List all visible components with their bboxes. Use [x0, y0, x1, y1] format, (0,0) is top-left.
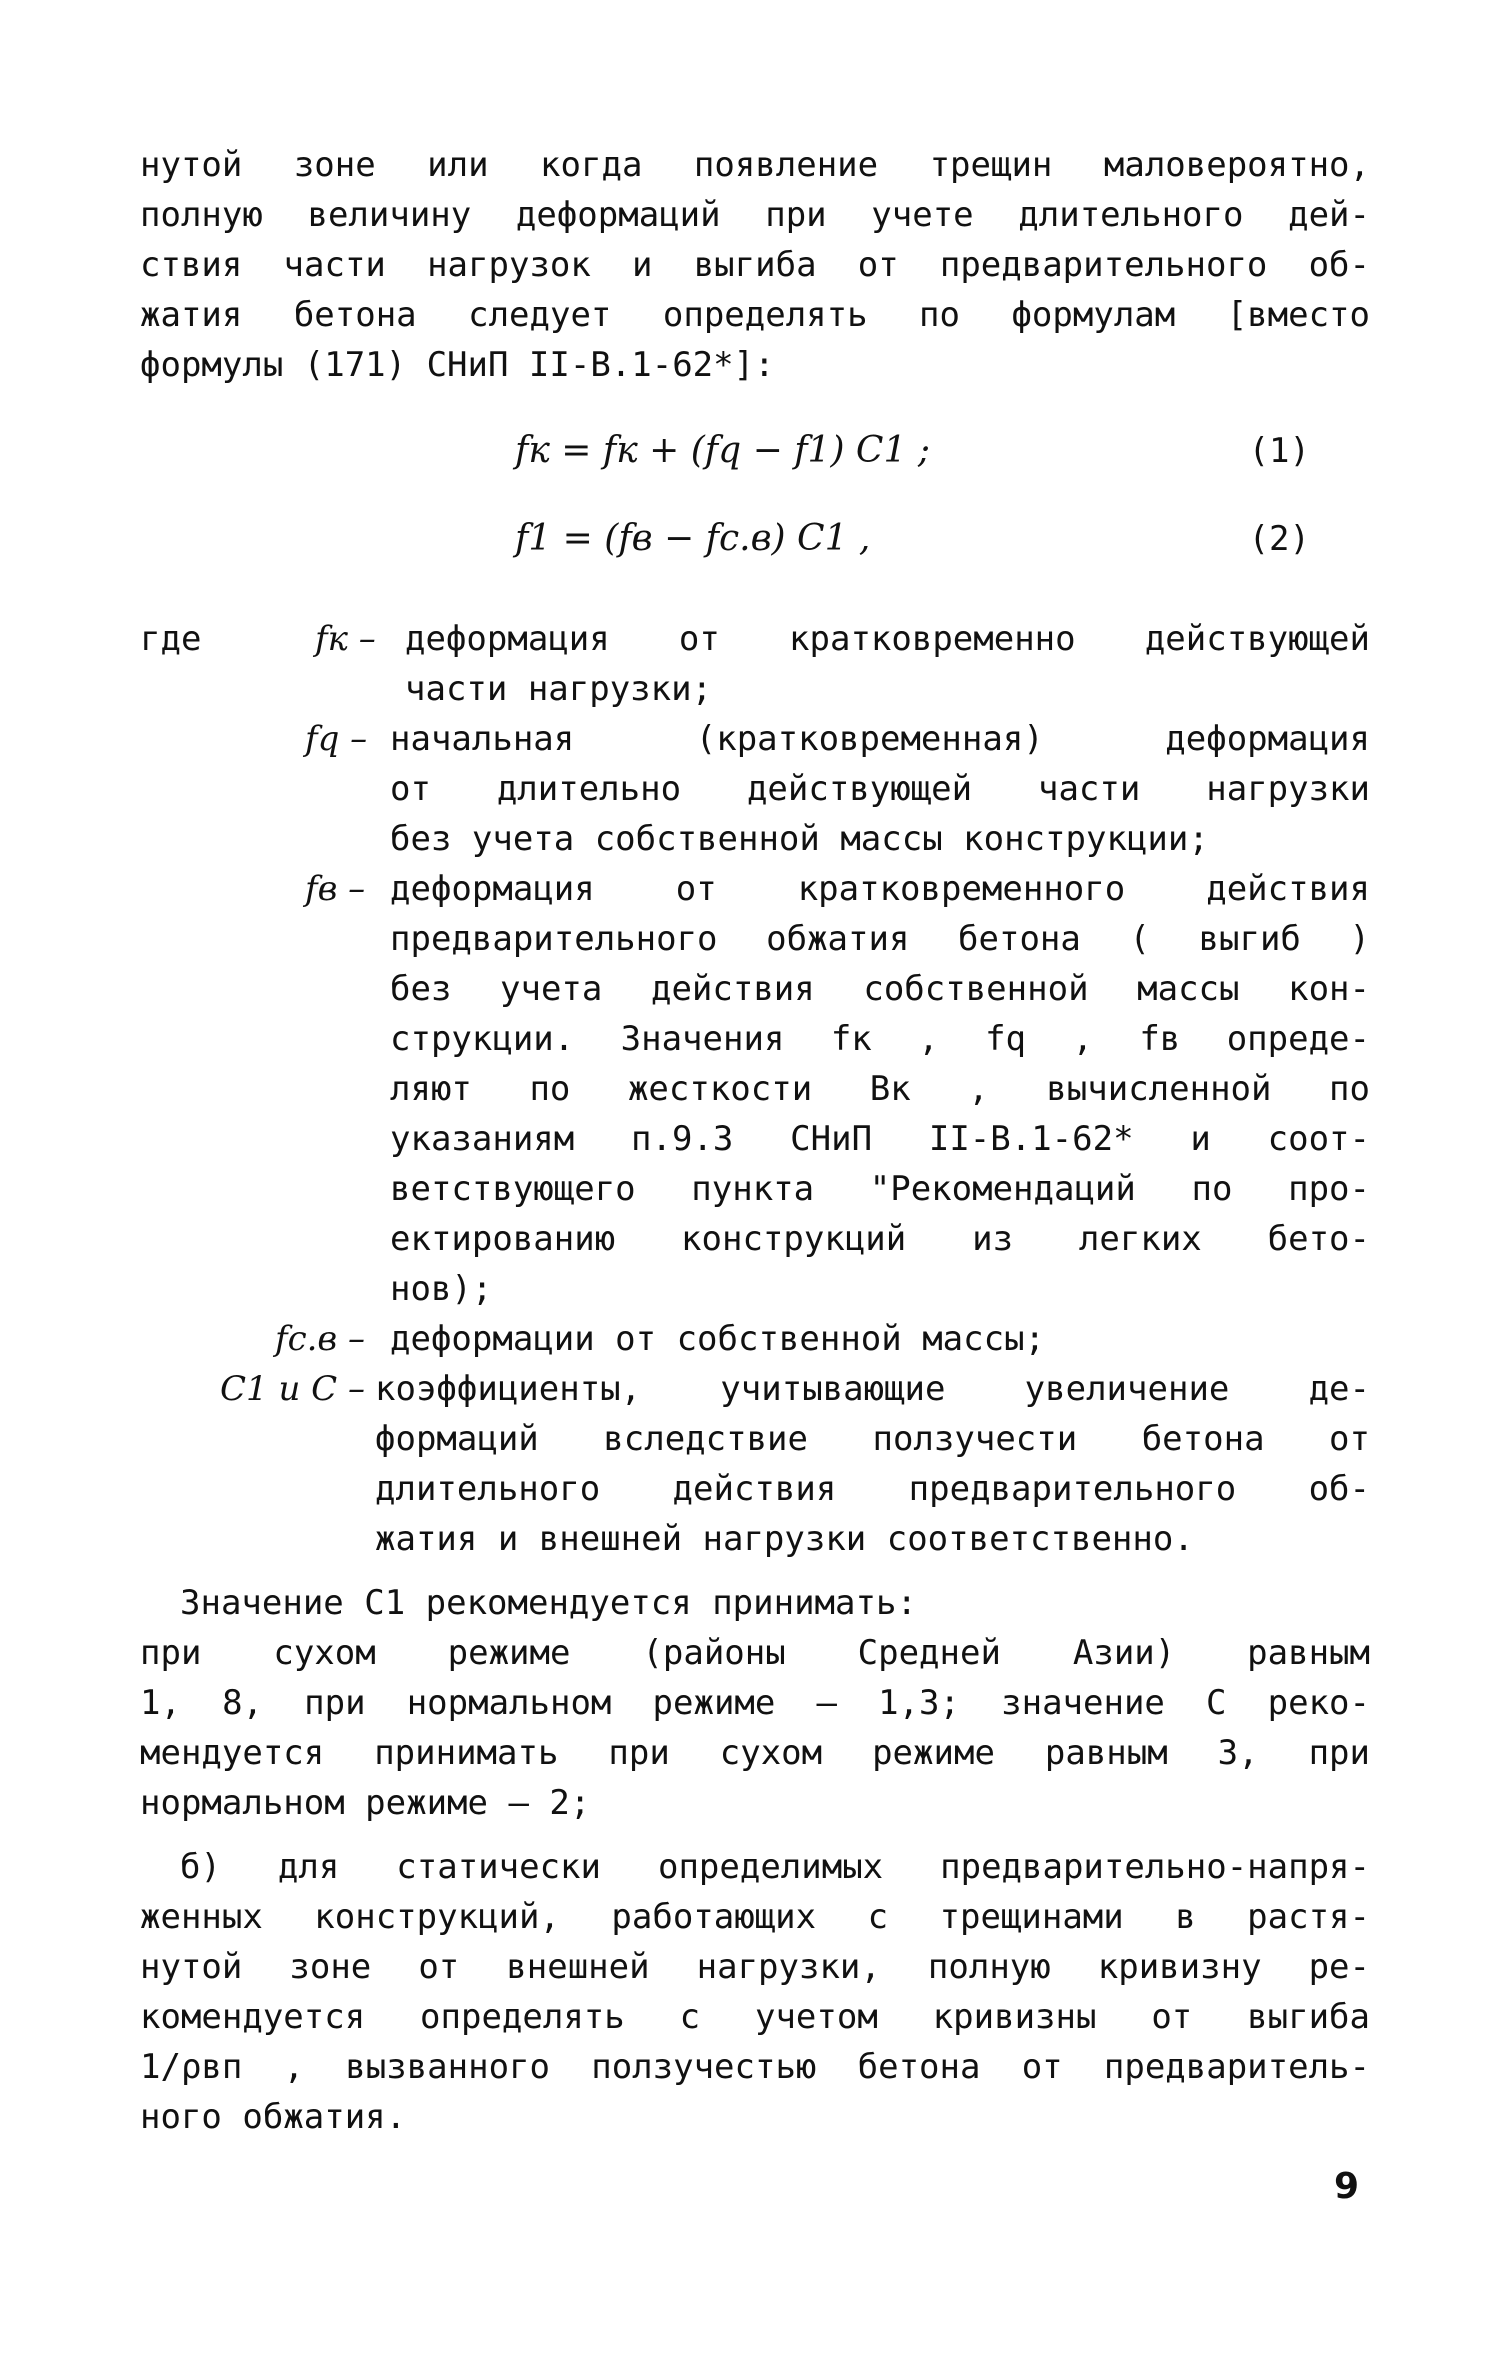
- intro-paragraph: [140, 140, 1370, 390]
- definition-line: без учета собственной массы конструкции;: [390, 819, 1209, 859]
- formula-2-number: (2): [1248, 519, 1310, 559]
- definition-item: [140, 1314, 1370, 1364]
- text-line: мендуется принимать при сухом режиме равным 3, при: [140, 1733, 1370, 1773]
- definition-line: указаниям п.9.3 СНиП II-В.1-62* и соот-: [390, 1119, 1370, 1159]
- definition-term: fс.в –: [275, 1319, 366, 1359]
- definition-line: ветствующего пункта "Рекомендаций по про-: [390, 1169, 1370, 1209]
- formula-1: fк = fк + (fq − f1) C1 ;: [515, 430, 930, 471]
- text-line: нормальном режиме – 2;: [140, 1783, 591, 1823]
- definition-item: [140, 864, 1370, 1314]
- text-line: ствия части нагрузок и выгиба от предварительного об-: [140, 245, 1370, 285]
- definition-item: [140, 1364, 1370, 1564]
- text-line: комендуется определять с учетом кривизны от выгиба: [140, 1997, 1370, 2037]
- definition-line: струкции. Значения fк , fq , fв опреде-: [390, 1019, 1370, 1059]
- definition-line: жатия и внешней нагрузки соответственно.: [375, 1519, 1194, 1559]
- definition-line: от длительно действующей части нагрузки: [390, 769, 1370, 809]
- formula-block: [140, 396, 1370, 596]
- c1-heading: Значение C1 рекомендуется принимать:: [180, 1583, 917, 1623]
- text-line: 1, 8, при нормальном режиме – 1,3; значение C реко-: [140, 1683, 1370, 1723]
- definition-line: без учета действия собственной массы кон-: [390, 969, 1370, 1009]
- where-label: где: [140, 619, 202, 659]
- definition-line: начальная (кратковременная) деформация: [390, 719, 1370, 759]
- text-line: полную величину деформаций при учете длительного дей-: [140, 195, 1370, 235]
- definition-line: предварительного обжатия бетона ( выгиб ): [390, 919, 1370, 959]
- definition-line: ляют по жесткости Bк , вычисленной по: [390, 1069, 1370, 1109]
- definition-line: деформации от собственной массы;: [390, 1319, 1046, 1359]
- definition-term: fв –: [305, 869, 366, 909]
- text-line: ного обжатия.: [140, 2097, 407, 2137]
- text-line: 1/ρвп , вызванного ползучестью бетона от предваритель-: [140, 2047, 1370, 2087]
- page-body: [140, 140, 1370, 2142]
- definition-term: fq –: [305, 719, 368, 759]
- c1-paragraph: [140, 1578, 1370, 1828]
- definition-line: нов);: [390, 1269, 493, 1309]
- definition-line: длительного действия предварительного об-: [375, 1469, 1370, 1509]
- definition-term: C1 и C –: [220, 1369, 365, 1409]
- text-line: формулы (171) СНиП II-В.1-62*]:: [140, 345, 775, 385]
- definitions-list: [140, 614, 1370, 1564]
- definition-line: коэффициенты, учитывающие увеличение де-: [375, 1369, 1370, 1409]
- definition-line: деформация от кратковременного действия: [390, 869, 1370, 909]
- definition-line: части нагрузки;: [405, 669, 713, 709]
- text-line: нутой зоне или когда появление трещин маловероятно,: [140, 145, 1370, 185]
- definition-line: формаций вследствие ползучести бетона от: [375, 1419, 1370, 1459]
- definition-item: [140, 614, 1370, 714]
- text-line: жатия бетона следует определять по формулам [вместо: [140, 295, 1370, 335]
- text-line: нутой зоне от внешней нагрузки, полную кривизну ре-: [140, 1947, 1370, 1987]
- text-line: б) для статически определимых предварительно-напря-: [180, 1847, 1370, 1887]
- definition-line: ектированию конструкций из легких бето-: [390, 1219, 1370, 1259]
- formula-1-number: (1): [1248, 431, 1310, 471]
- formula-2: f1 = (fв − fс.в) C1 ,: [515, 518, 871, 559]
- definition-line: деформация от кратковременно действующей: [405, 619, 1370, 659]
- definition-term: fк –: [315, 619, 376, 659]
- text-line: при сухом режиме (районы Средней Азии) равным: [140, 1633, 1370, 1673]
- page-number: 9: [1333, 2166, 1359, 2207]
- paragraph-b: [140, 1842, 1370, 2142]
- text-line: женных конструкций, работающих с трещинами в растя-: [140, 1897, 1370, 1937]
- definition-item: [140, 714, 1370, 864]
